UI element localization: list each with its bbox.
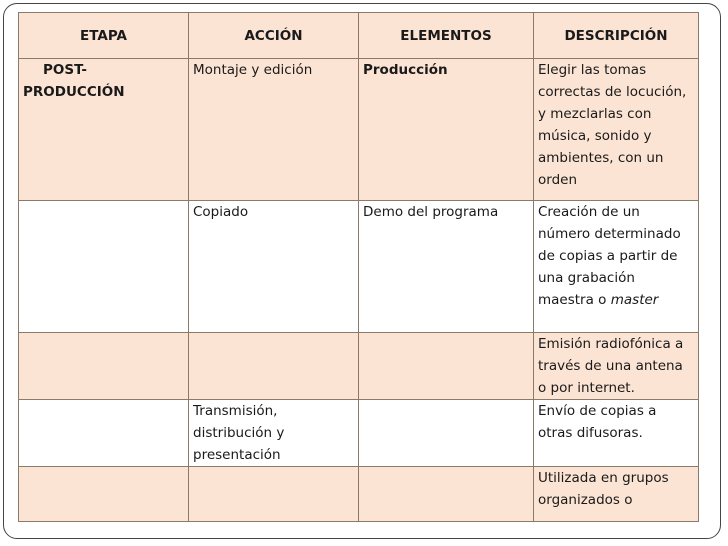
cell-descripcion: Envío de copias a otras difusoras. xyxy=(534,400,699,467)
header-descripcion: DESCRIPCIÓN xyxy=(534,13,699,59)
descripcion-text: Creación de un número determinado de copias a partir de una grabación maestra o xyxy=(538,204,681,308)
table-row xyxy=(19,59,699,201)
table-row xyxy=(19,201,699,333)
cell-accion: Transmisión, distribución y presentación xyxy=(189,400,359,467)
table-row xyxy=(19,467,699,522)
cell-accion: Montaje y edición xyxy=(189,59,359,201)
cell-etapa xyxy=(19,201,189,333)
cell-elementos: Producción xyxy=(359,59,534,201)
cell-elementos xyxy=(359,400,534,467)
cell-descripcion: Emisión radiofónica a través de una antena o por internet. xyxy=(534,333,699,400)
cell-etapa xyxy=(19,333,189,400)
table-row xyxy=(19,400,699,467)
cell-elementos xyxy=(359,467,534,522)
table-row xyxy=(19,333,699,400)
cell-etapa: POST-PRODUCCIÓN xyxy=(19,59,189,201)
cell-accion xyxy=(189,333,359,400)
cell-accion: Copiado xyxy=(189,201,359,333)
descripcion-italic: master xyxy=(610,292,659,308)
cell-etapa xyxy=(19,400,189,467)
header-elementos: ELEMENTOS xyxy=(359,13,534,59)
cell-descripcion: Utilizada en grupos organizados o xyxy=(534,467,699,522)
cell-descripcion xyxy=(534,201,699,333)
header-row xyxy=(19,13,699,59)
cell-etapa xyxy=(19,467,189,522)
cell-accion xyxy=(189,467,359,522)
production-table xyxy=(18,12,699,522)
cell-descripcion: Elegir las tomas correctas de locución, y mezclarlas con música, sonido y ambientes, con un orden xyxy=(534,59,699,201)
cell-elementos xyxy=(359,333,534,400)
header-accion: ACCIÓN xyxy=(189,13,359,59)
cell-elementos: Demo del programa xyxy=(359,201,534,333)
header-etapa: ETAPA xyxy=(19,13,189,59)
